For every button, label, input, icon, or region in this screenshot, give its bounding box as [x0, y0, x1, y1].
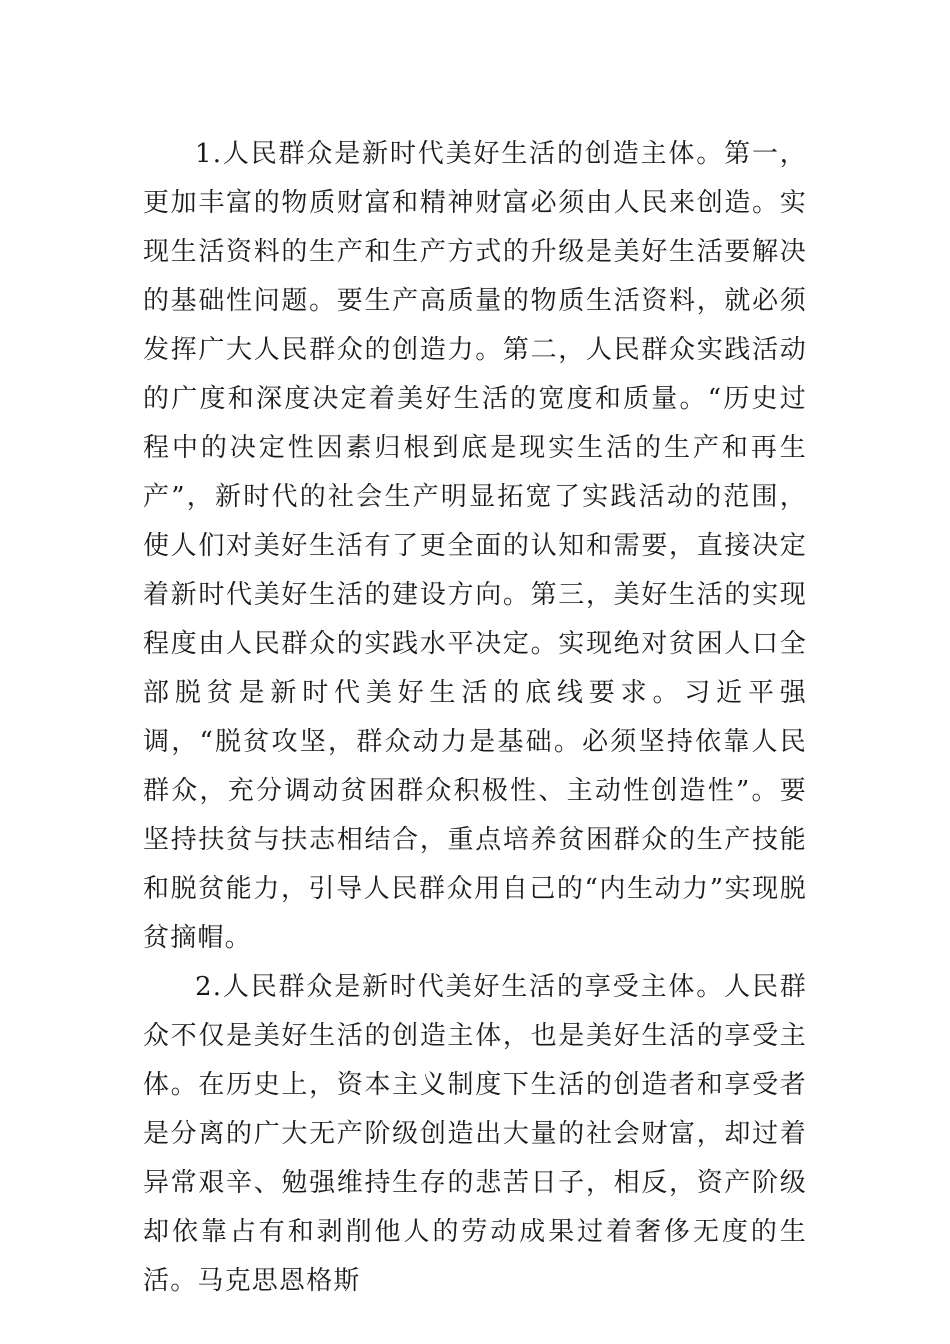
paragraph-enjoyment-subject: 2.人民群众是新时代美好生活的享受主体。人民群众不仅是美好生活的创造主体，也是美好生活的享受主体。在历史上，资本主义制度下生活的创造者和享受者是分离的广大无产阶级创造出大量的社会财富，却过着异常艰辛、勉强维持生存的悲苦日子，相反，资产阶级却依靠占有和剥削他人的劳动成果过着奢侈无度的生活。马克思恩格斯 [143, 972, 807, 1296]
document-body [143, 130, 807, 1306]
paragraph-creation-subject: 1.人民群众是新时代美好生活的创造主体。第一，更加丰富的物质财富和精神财富必须由人民来创造。实现生活资料的生产和生产方式的升级是美好生活要解决的基础性问题。要生产高质量的物质生活资料，就必须发挥广大人民群众的创造力。第二，人民群众实践活动的广度和深度决定着美好生活的宽度和质量。“历史过程中的决定性因素归根到底是现实生活的生产和再生产”，新时代的社会生产明显拓宽了实践活动的范围，使人们对美好生活有了更全面的认知和需要，直接决定着新时代美好生活的建设方向。第三，美好生活的实现程度由人民群众的实践水平决定。实现绝对贫困人口全部脱贫是新时代美好生活的底线要求。习近平强调，“脱贫攻坚，群众动力是基础。必须坚持依靠人民群众，充分调动贫困群众积极性、主动性创造性”。要坚持扶贫与扶志相结合，重点培养贫困群众的生产技能和脱贫能力，引导人民群众用自己的“内生动力”实现脱贫摘帽。 [143, 139, 807, 953]
